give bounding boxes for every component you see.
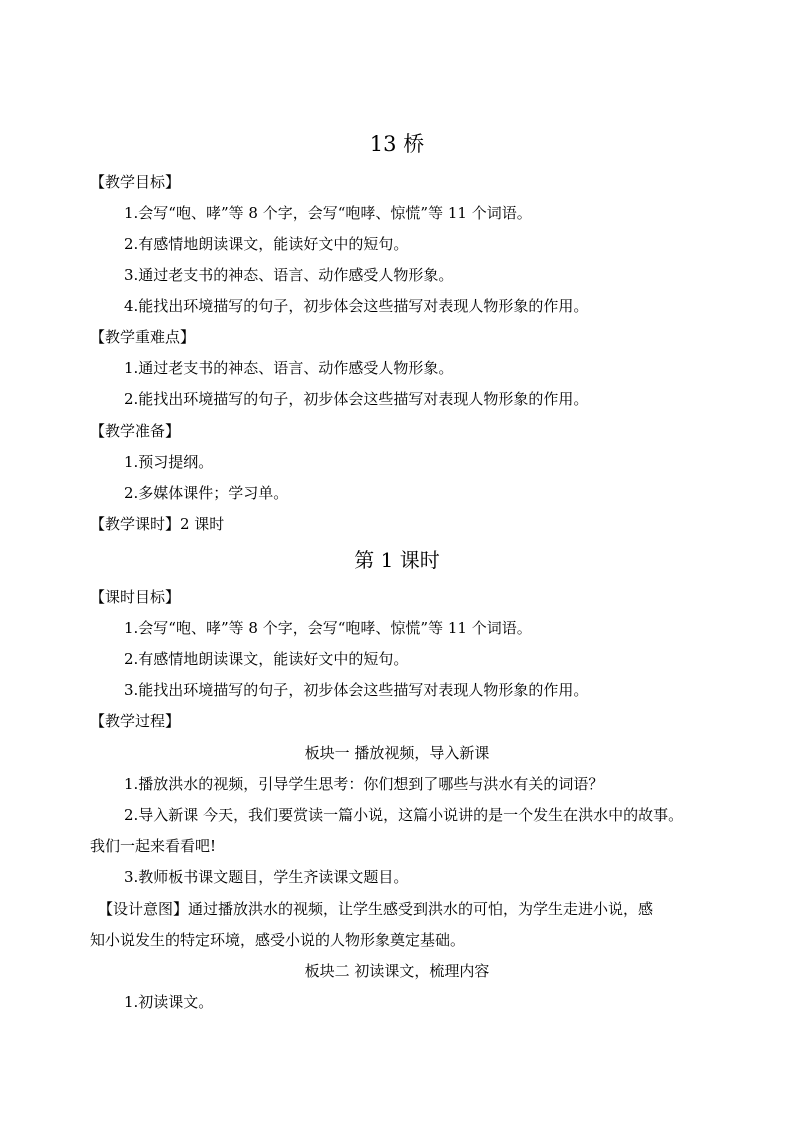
page-title: 13 桥 [369, 132, 425, 156]
lesson-goals-header: 【课时目标】 [90, 588, 181, 606]
goal-item: 1.会写“咆、哮”等 8 个字，会写“咆哮、惊慌”等 11 个词语。 [124, 204, 532, 222]
block2-title: 板块二 初读课文，梳理内容 [304, 962, 490, 980]
design-intent-continued: 知小说发生的特定环境，感受小说的人物形象奠定基础。 [90, 931, 466, 949]
key-points-header: 【教学重难点】 [90, 328, 196, 346]
prep-header: 【教学准备】 [90, 422, 181, 440]
goal-item: 3.通过老支书的神态、语言、动作感受人物形象。 [124, 266, 454, 284]
design-intent: 【设计意图】通过播放洪水的视频，让学生感受到洪水的可怕，为学生走进小说，感 [98, 900, 654, 918]
key-point-item: 1.通过老支书的神态、语言、动作感受人物形象。 [124, 359, 454, 377]
lesson-goal-item: 3.能找出环境描写的句子，初步体会这些描写对表现人物形象的作用。 [124, 681, 589, 699]
lesson-goal-item: 1.会写“咆、哮”等 8 个字，会写“咆哮、惊慌”等 11 个词语。 [124, 619, 532, 637]
hours-line: 【教学课时】2 课时 [90, 515, 225, 533]
goals-header: 【教学目标】 [90, 173, 181, 191]
process-item: 1.播放洪水的视频，引导学生思考：你们想到了哪些与洪水有关的词语？ [124, 775, 604, 793]
process-item: 1.初读课文。 [124, 993, 214, 1011]
process-item: 2.导入新课 今天，我们要赏读一篇小说，这篇小说讲的是一个发生在洪水中的故事。 [124, 806, 684, 824]
key-point-item: 2.能找出环境描写的句子，初步体会这些描写对表现人物形象的作用。 [124, 390, 589, 408]
goal-item: 2.有感情地朗读课文，能读好文中的短句。 [124, 235, 409, 253]
block1-title: 板块一 播放视频，导入新课 [304, 744, 490, 762]
process-item-continued: 我们一起来看看吧! [90, 837, 217, 855]
prep-item: 1.预习提纲。 [124, 453, 214, 471]
process-header: 【教学过程】 [90, 712, 181, 730]
lesson-goal-item: 2.有感情地朗读课文，能读好文中的短句。 [124, 650, 409, 668]
lesson-title: 第 1 课时 [354, 548, 440, 572]
process-item: 3.教师板书课文题目，学生齐读课文题目。 [124, 868, 409, 886]
goal-item: 4.能找出环境描写的句子，初步体会这些描写对表现人物形象的作用。 [124, 297, 589, 315]
prep-item: 2.多媒体课件；学习单。 [124, 484, 289, 502]
